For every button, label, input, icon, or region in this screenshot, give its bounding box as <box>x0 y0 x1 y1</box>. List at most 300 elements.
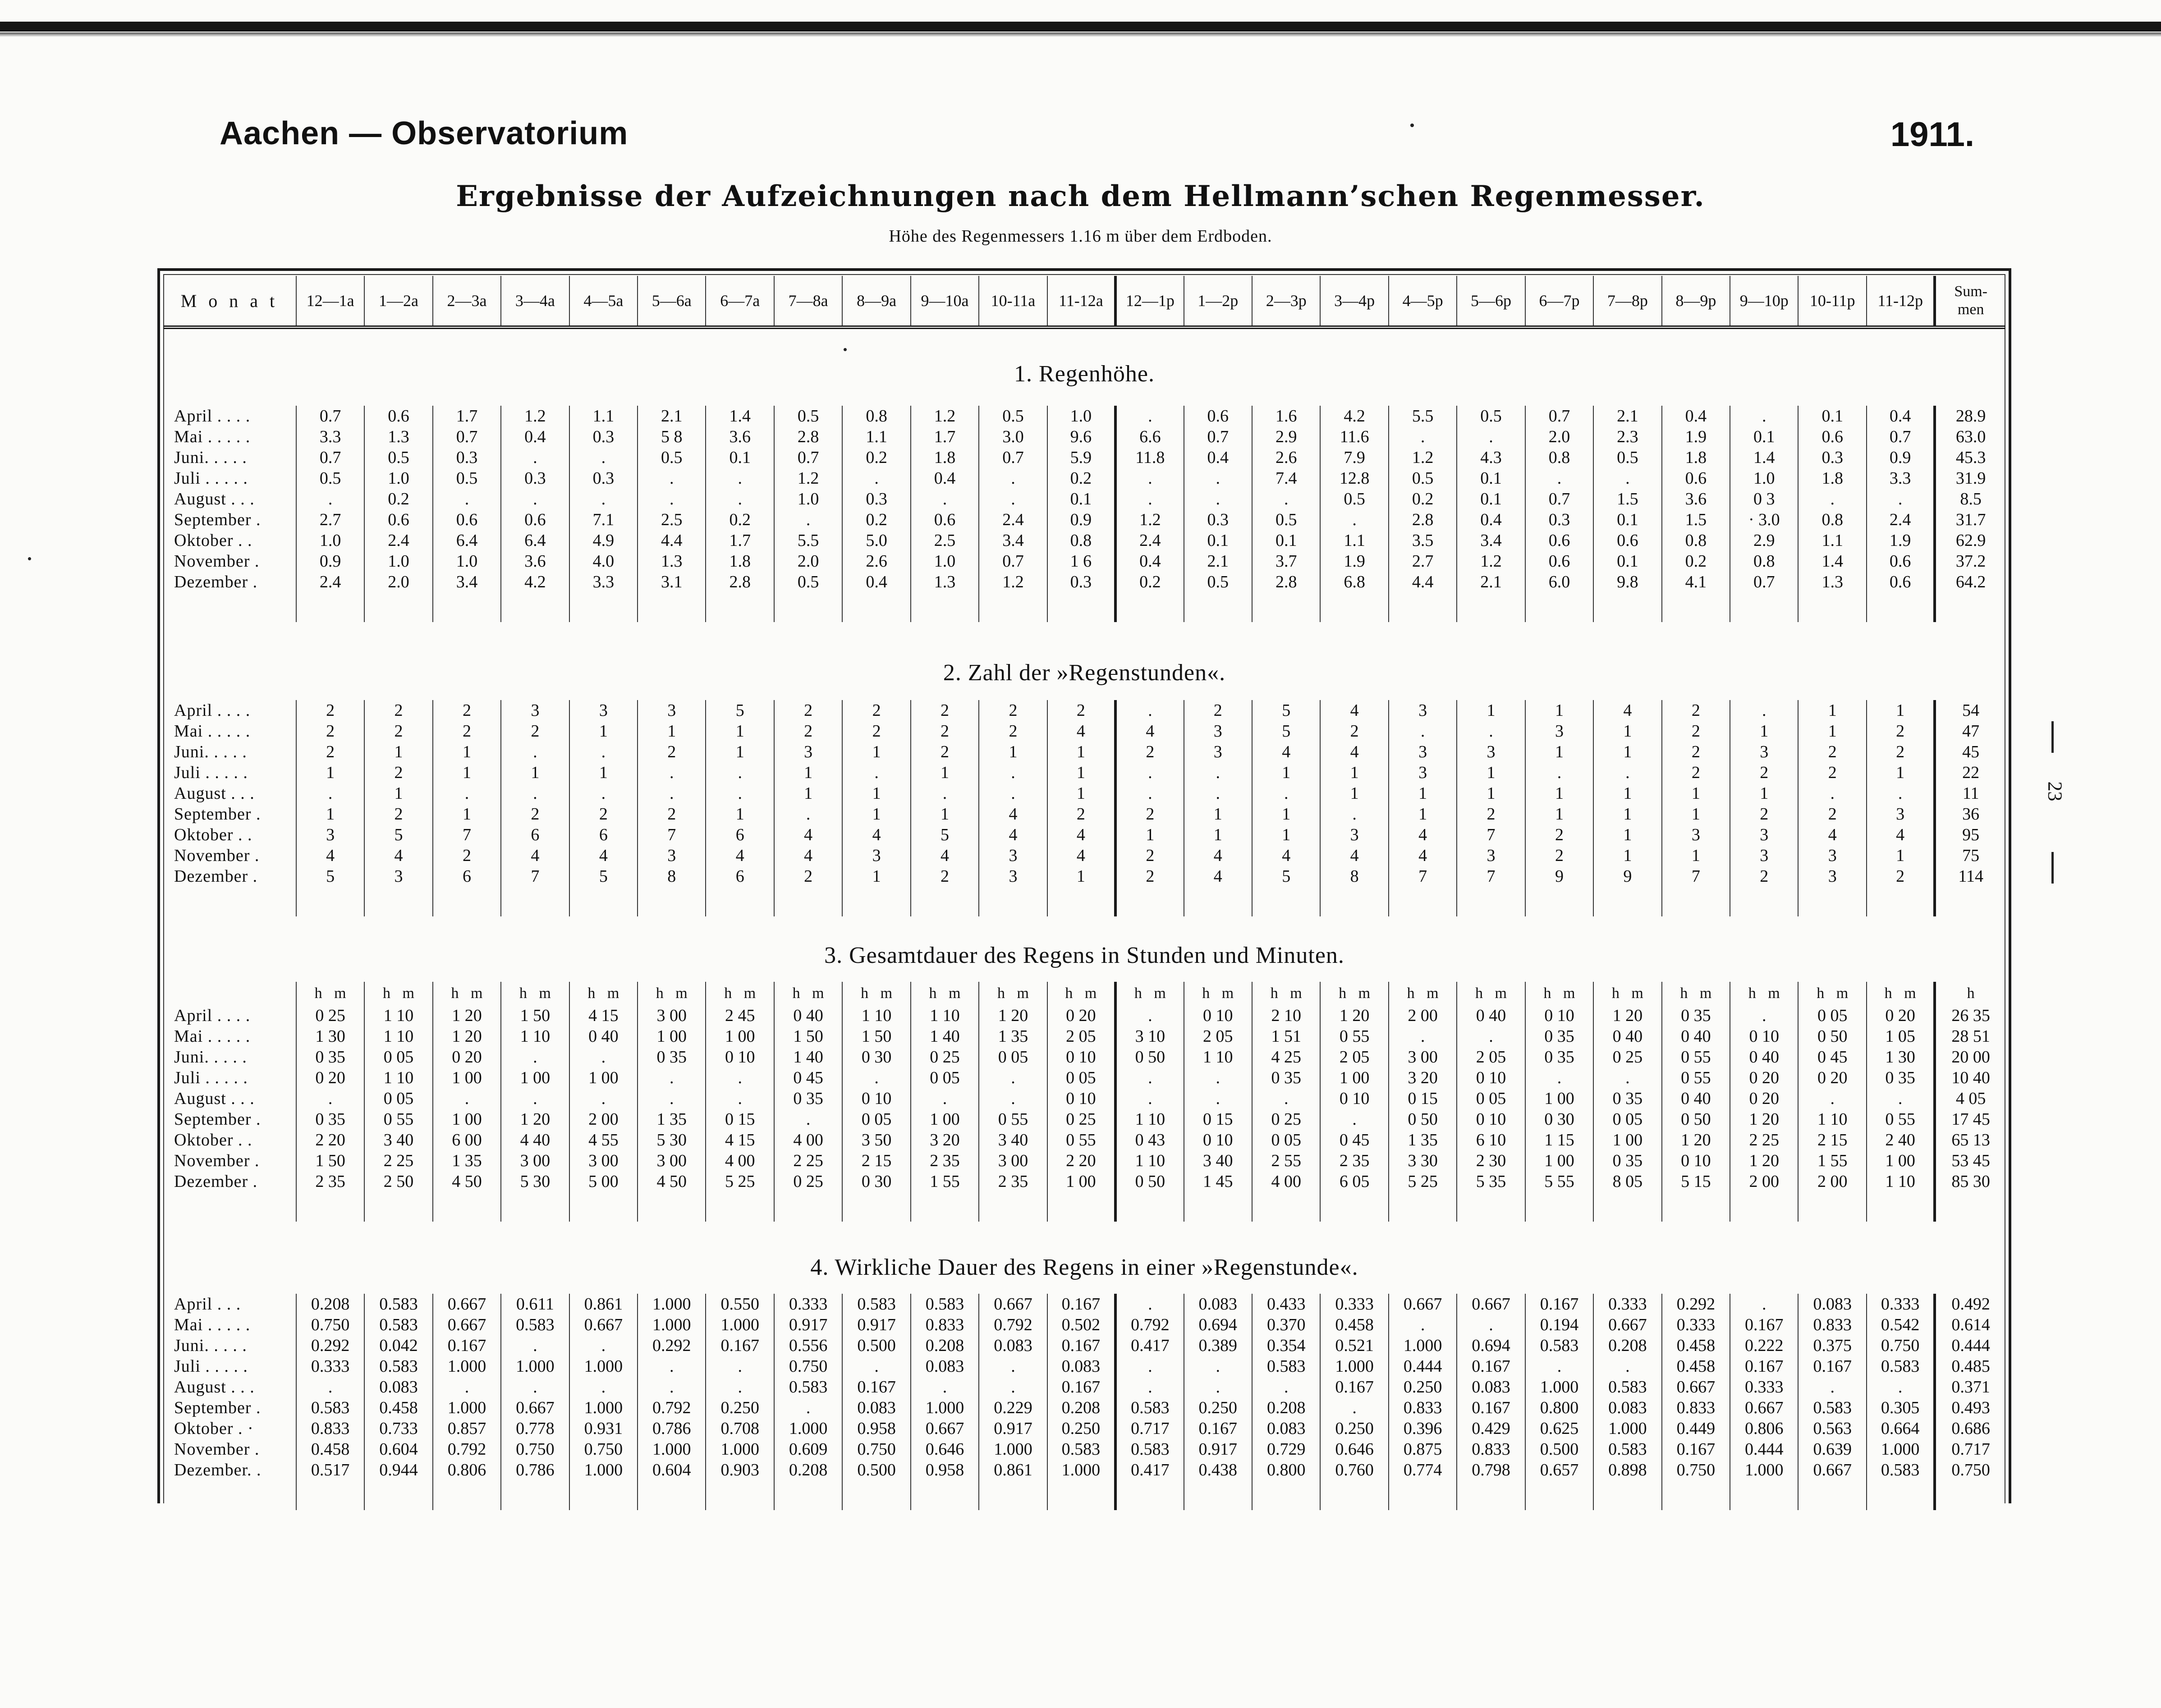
table-cell: 0 35 <box>1593 1150 1661 1171</box>
table-cell: 0.6 <box>364 509 432 530</box>
table-cell: 0.167 <box>1047 1335 1115 1356</box>
spacer-cell <box>1252 592 1320 622</box>
table-row <box>163 762 2005 783</box>
table-row <box>163 530 2005 551</box>
table-cell: 0 20 <box>433 1047 501 1067</box>
table-cell: 1 <box>1525 700 1593 721</box>
header-rule <box>163 325 2005 329</box>
table-cell: 6.8 <box>1320 572 1388 592</box>
month-label: Dezember. . <box>174 1461 262 1479</box>
table-cell: 6 00 <box>433 1130 501 1150</box>
table-cell: 0.4 <box>1867 406 1935 426</box>
table-cell: 3 <box>1662 824 1730 845</box>
table-cell: 0 40 <box>1730 1047 1798 1067</box>
table-cell: 3 <box>1457 742 1525 762</box>
spacer-cell <box>842 1480 910 1510</box>
table-cell: . <box>1252 1377 1320 1397</box>
table-cell: 0.167 <box>1730 1314 1798 1335</box>
table-cell: . <box>1593 468 1661 489</box>
table-cell: 0.2 <box>1047 468 1115 489</box>
table-cell: . <box>1389 1314 1457 1335</box>
table-cell: 11.8 <box>1115 447 1184 468</box>
table-cell: . <box>706 1377 774 1397</box>
table-cell: 0 05 <box>1252 1130 1320 1150</box>
unit-label: h m <box>1662 982 1730 1005</box>
table-cell: 0.1 <box>706 447 774 468</box>
table-cell: . <box>569 1335 638 1356</box>
table-cell: 0.760 <box>1320 1460 1388 1480</box>
table-cell: 0.208 <box>1593 1335 1661 1356</box>
table-cell: 5 <box>911 824 979 845</box>
table-cell: 1.8 <box>1662 447 1730 468</box>
spacer-cell <box>911 1480 979 1510</box>
table-cell: 1 <box>774 762 842 783</box>
spacer-cell <box>1867 1192 1935 1222</box>
sum-cell: 10 40 <box>1935 1067 2005 1088</box>
table-cell: 0.8 <box>1662 530 1730 551</box>
table-cell: 1 <box>1593 783 1661 804</box>
spacer-cell <box>1593 1192 1661 1222</box>
table-cell: 0.5 <box>638 447 706 468</box>
table-cell: 1 10 <box>1115 1109 1184 1130</box>
table-cell: 1 50 <box>501 1005 569 1026</box>
table-cell: 6 10 <box>1457 1130 1525 1150</box>
table-cell: 2.0 <box>774 551 842 572</box>
table-cell: 3 40 <box>979 1130 1047 1150</box>
sum-cell: 26 35 <box>1935 1005 2005 1026</box>
table-cell: . <box>296 489 364 509</box>
section-title-regenstunden: 2. Zahl der »Regenstunden«. <box>943 660 1226 686</box>
table-cell: 1 20 <box>1320 1005 1388 1026</box>
table-cell: 0 20 <box>1730 1088 1798 1109</box>
table-cell: 0.806 <box>1730 1418 1798 1439</box>
table-cell: 0.433 <box>1252 1294 1320 1314</box>
table-cell: 0.2 <box>1662 551 1730 572</box>
table-cell: . <box>774 804 842 824</box>
table-cell: 0.2 <box>1389 489 1457 509</box>
table-cell: 0.167 <box>1662 1439 1730 1460</box>
section-title-gesamtdauer: 3. Gesamtdauer des Regens in Stunden und Minuten. <box>824 943 1344 968</box>
table-cell: 1 00 <box>1320 1067 1388 1088</box>
table-cell: 2 <box>364 804 432 824</box>
sum-cell: 85 30 <box>1935 1171 2005 1192</box>
table-cell: 1 50 <box>842 1026 910 1047</box>
table-cell: 5 <box>706 700 774 721</box>
table-cell: 2 <box>979 700 1047 721</box>
table-cell: . <box>433 489 501 509</box>
spacer-cell <box>1730 1192 1798 1222</box>
table-cell: 1 <box>1662 845 1730 866</box>
table-cell: 1 10 <box>1798 1109 1866 1130</box>
table-cell: 0.583 <box>1867 1460 1935 1480</box>
table-cell: 0 05 <box>979 1047 1047 1067</box>
table-cell: 2 <box>1662 742 1730 762</box>
table-cell: . <box>569 1377 638 1397</box>
table-cell: 4 <box>1593 700 1661 721</box>
table-cell: 2 <box>1798 804 1866 824</box>
spacer-cell <box>163 1192 296 1222</box>
table-cell: 5 <box>1252 700 1320 721</box>
spacer-cell <box>1457 1480 1525 1510</box>
table-cell: 0.792 <box>1115 1314 1184 1335</box>
spacer-cell <box>163 592 296 622</box>
table-cell: 6 <box>706 866 774 887</box>
table-cell: 1 <box>1457 700 1525 721</box>
table-cell: . <box>569 742 638 762</box>
table-cell: 0.1 <box>1593 551 1661 572</box>
table-cell: 0.917 <box>1184 1439 1252 1460</box>
unit-label: h m <box>364 982 432 1005</box>
table-cell: . <box>706 489 774 509</box>
table-cell: . <box>842 1356 910 1377</box>
page-number-dash <box>2051 852 2054 884</box>
spacer-cell <box>706 1192 774 1222</box>
table-cell: 4.9 <box>569 530 638 551</box>
table-cell: 3 <box>1457 845 1525 866</box>
table-cell: 1 00 <box>501 1067 569 1088</box>
table-cell: 0 10 <box>706 1047 774 1067</box>
table-cell: 2 <box>638 804 706 824</box>
table-cell: 2 20 <box>1047 1150 1115 1171</box>
column-header-row <box>163 276 2005 325</box>
table-cell: 5 15 <box>1662 1171 1730 1192</box>
table-cell: 0.8 <box>1525 447 1593 468</box>
sum-cell: 64.2 <box>1935 572 2005 592</box>
table-cell: 0 25 <box>1047 1109 1115 1130</box>
table-cell: 1 <box>1593 824 1661 845</box>
table-cell: 2 15 <box>1798 1130 1866 1150</box>
table-cell: 0.2 <box>706 509 774 530</box>
spacer-cell <box>1798 1192 1866 1222</box>
document-subtitle: Höhe des Regenmessers 1.16 m über dem Erdboden. <box>889 227 1272 246</box>
spacer-cell <box>979 887 1047 916</box>
table-cell: 0.083 <box>1593 1397 1661 1418</box>
table-cell: 0.931 <box>569 1418 638 1439</box>
table-cell: . <box>569 447 638 468</box>
spacer-row <box>163 887 2005 916</box>
month-label: Mai . . . . . <box>174 722 251 741</box>
table-cell: 1.2 <box>979 572 1047 592</box>
table-cell: 3 <box>774 742 842 762</box>
month-label: Oktober . . <box>174 1131 252 1149</box>
table-cell: 0 43 <box>1115 1130 1184 1150</box>
table-cell: 5 <box>1252 866 1320 887</box>
table-cell: 4.4 <box>1389 572 1457 592</box>
spacer-row <box>163 1480 2005 1510</box>
table-cell: 3 20 <box>1389 1067 1457 1088</box>
table-cell: 2.7 <box>1389 551 1457 572</box>
table-cell: 0.208 <box>1047 1397 1115 1418</box>
table-cell: 4 <box>1047 824 1115 845</box>
table-cell: 1 <box>1320 783 1388 804</box>
table-cell: 4 <box>774 845 842 866</box>
table-cell: 0.583 <box>1593 1377 1661 1397</box>
unit-label: h m <box>569 982 638 1005</box>
sum-cell: 28.9 <box>1935 406 2005 426</box>
table-cell: 4 55 <box>569 1130 638 1150</box>
unit-label: h m <box>1115 982 1184 1005</box>
table-cell: . <box>1184 1088 1252 1109</box>
table-cell: 2 <box>296 721 364 742</box>
table-cell: 0 35 <box>1593 1088 1661 1109</box>
table-row <box>163 551 2005 572</box>
table-cell: 3 <box>1798 845 1866 866</box>
month-label: Juni. . . . . <box>174 742 247 761</box>
table-cell: 1 <box>1525 804 1593 824</box>
table-cell: . <box>1798 1088 1866 1109</box>
spacer-cell <box>979 592 1047 622</box>
table-cell: 2 35 <box>979 1171 1047 1192</box>
column-header-hour: 1—2p <box>1184 276 1252 325</box>
table-cell: 1.0 <box>364 468 432 489</box>
table-cell: 3 <box>1730 824 1798 845</box>
month-label: Juli . . . . . <box>174 763 248 782</box>
table-cell: 1 <box>774 783 842 804</box>
table-cell: 3.4 <box>433 572 501 592</box>
table-cell: 0.449 <box>1662 1418 1730 1439</box>
table-cell: 0 35 <box>1525 1026 1593 1047</box>
table-cell: 0.5 <box>364 447 432 468</box>
table-cell: 2 <box>296 742 364 762</box>
table-cell: 0.583 <box>1115 1439 1184 1460</box>
table-cell: . <box>842 1067 910 1088</box>
table-cell: 1.000 <box>433 1397 501 1418</box>
column-header-hour: 11-12p <box>1867 276 1935 325</box>
table-cell: . <box>1798 783 1866 804</box>
table-cell: . <box>706 1067 774 1088</box>
table-cell: 0.583 <box>296 1397 364 1418</box>
sum-cell: 95 <box>1935 824 2005 845</box>
table-cell: 0.7 <box>1525 489 1593 509</box>
table-cell: 0.917 <box>774 1314 842 1335</box>
spacer-cell <box>1320 592 1388 622</box>
table-cell: 0 35 <box>1867 1067 1935 1088</box>
table-cell: 0 05 <box>911 1067 979 1088</box>
table-cell: 1 00 <box>433 1067 501 1088</box>
table-cell: . <box>638 1356 706 1377</box>
table-cell: . <box>569 1088 638 1109</box>
scan-speck <box>1410 124 1414 127</box>
table-cell: 0 10 <box>1525 1005 1593 1026</box>
table-cell: 1.2 <box>911 406 979 426</box>
table-cell: . <box>842 468 910 489</box>
table-cell: 2 <box>1867 742 1935 762</box>
table-cell: 1.3 <box>911 572 979 592</box>
spacer-cell <box>1115 1480 1184 1510</box>
table-cell: 0.229 <box>979 1397 1047 1418</box>
table-cell: 1 <box>1457 762 1525 783</box>
table-cell: 0.750 <box>1867 1335 1935 1356</box>
spacer-cell <box>1115 1192 1184 1222</box>
column-header-hour: 9—10p <box>1730 276 1798 325</box>
table-row <box>163 742 2005 762</box>
table-cell: 1 <box>296 762 364 783</box>
table-cell: . <box>1115 406 1184 426</box>
table-cell: . <box>1252 1088 1320 1109</box>
table-row <box>163 426 2005 447</box>
table-cell: 0.667 <box>1457 1294 1525 1314</box>
table-cell: 4 <box>1047 721 1115 742</box>
table-cell: 1 05 <box>1867 1026 1935 1047</box>
table-cell: 1 <box>842 742 910 762</box>
column-header-month: M o n a t <box>180 290 279 311</box>
table-cell: 4 <box>1252 742 1320 762</box>
table-cell: 1.0 <box>774 489 842 509</box>
table-cell: 0.5 <box>1320 489 1388 509</box>
table-cell: 1.000 <box>774 1418 842 1439</box>
table-cell: 1.2 <box>774 468 842 489</box>
table-cell: 5.9 <box>1047 447 1115 468</box>
table-cell: 0.7 <box>1867 426 1935 447</box>
column-header-hour: 2—3p <box>1252 276 1320 325</box>
column-header-hour: 6—7a <box>706 276 774 325</box>
table-cell: . <box>1525 468 1593 489</box>
table-cell: 0.167 <box>433 1335 501 1356</box>
table-cell: 2 00 <box>1798 1171 1866 1192</box>
table-cell: 0.167 <box>1798 1356 1866 1377</box>
table-cell: 0.083 <box>1798 1294 1866 1314</box>
table-cell: 0.083 <box>911 1356 979 1377</box>
table-cell: 2 <box>569 804 638 824</box>
table-cell: 2 <box>911 742 979 762</box>
table-cell: 0.5 <box>774 406 842 426</box>
unit-label: h m <box>296 982 364 1005</box>
table-cell: 0.898 <box>1593 1460 1661 1480</box>
unit-label: h m <box>1047 982 1115 1005</box>
table-cell: 0.639 <box>1798 1439 1866 1460</box>
table-cell: 2 <box>1662 721 1730 742</box>
table-cell: 0 45 <box>1798 1047 1866 1067</box>
table-cell: 3 <box>638 845 706 866</box>
table-cell: 2 <box>1730 866 1798 887</box>
table-cell: 1 <box>1252 762 1320 783</box>
table-cell: 1.000 <box>706 1439 774 1460</box>
table-cell: 3 40 <box>364 1130 432 1150</box>
column-header-hour: 11-12a <box>1047 276 1115 325</box>
table-cell: . <box>979 1088 1047 1109</box>
spacer-cell <box>1593 1480 1661 1510</box>
document-title: Ergebnisse der Aufzeichnungen nach dem Hellmann’schen Regenmesser. <box>456 179 1705 213</box>
table-cell: 1.1 <box>1798 530 1866 551</box>
table-cell: 0.750 <box>296 1314 364 1335</box>
table-cell: . <box>1593 762 1661 783</box>
table-cell: . <box>1115 1005 1184 1026</box>
table-cell: 1 <box>1593 721 1661 742</box>
table-cell: . <box>1730 406 1798 426</box>
table-cell: . <box>1115 468 1184 489</box>
table-cell: 3.3 <box>1867 468 1935 489</box>
table-cell: 2 <box>911 700 979 721</box>
table-cell: 0 10 <box>1184 1130 1252 1150</box>
month-label: September . <box>174 805 261 824</box>
table-cell: 5 00 <box>569 1171 638 1192</box>
table-cell: 0.604 <box>364 1439 432 1460</box>
table-cell: 3 <box>1798 866 1866 887</box>
table-cell: 0.833 <box>1389 1397 1457 1418</box>
table-cell: 0.5 <box>774 572 842 592</box>
spacer-cell <box>569 887 638 916</box>
table-cell: 3 <box>1389 700 1457 721</box>
table-cell: 0.3 <box>1184 509 1252 530</box>
table-cell: . <box>1115 762 1184 783</box>
table-cell: 6.4 <box>433 530 501 551</box>
table-cell: 3 <box>1184 721 1252 742</box>
spacer-cell <box>1115 592 1184 622</box>
table-cell: 1 <box>1047 742 1115 762</box>
table-cell: . <box>979 762 1047 783</box>
table-cell: 0.778 <box>501 1418 569 1439</box>
table-cell: 2 <box>1867 866 1935 887</box>
table-cell: 1 <box>842 783 910 804</box>
table-cell: 0.3 <box>1047 572 1115 592</box>
table-cell: 0.667 <box>433 1294 501 1314</box>
sum-cell: 45.3 <box>1935 447 2005 468</box>
table-cell: . <box>911 783 979 804</box>
table-cell: 4 50 <box>433 1171 501 1192</box>
table-cell: 7.9 <box>1320 447 1388 468</box>
table-cell: 6 <box>569 824 638 845</box>
table-cell: 0.5 <box>296 468 364 489</box>
table-cell: 1 <box>1867 845 1935 866</box>
table-cell: 4 <box>1115 721 1184 742</box>
table-cell: 0.4 <box>1457 509 1525 530</box>
table-cell: 0.250 <box>1320 1418 1388 1439</box>
table-cell: 2 <box>1525 824 1593 845</box>
spacer-cell <box>774 1192 842 1222</box>
table-row <box>163 1067 2005 1088</box>
table-row <box>163 804 2005 824</box>
column-header-hour: 7—8p <box>1593 276 1661 325</box>
table-cell: 0 05 <box>364 1088 432 1109</box>
table-cell: 4 15 <box>706 1130 774 1150</box>
table-cell: 2.6 <box>1252 447 1320 468</box>
table-cell: 0.167 <box>1047 1377 1115 1397</box>
table-cell: 2.9 <box>1252 426 1320 447</box>
table-cell: 0.944 <box>364 1460 432 1480</box>
table-cell: 0.250 <box>1389 1377 1457 1397</box>
table-cell: 0.1 <box>1184 530 1252 551</box>
table-cell: 0.7 <box>433 426 501 447</box>
sum-cell: 114 <box>1935 866 2005 887</box>
table-cell: 0 55 <box>1047 1130 1115 1150</box>
column-header-hour: 6—7p <box>1525 276 1593 325</box>
unit-label: h m <box>1730 982 1798 1005</box>
table-cell: . <box>1115 1294 1184 1314</box>
table-cell: 1.000 <box>1389 1335 1457 1356</box>
table-cell: 0.857 <box>433 1418 501 1439</box>
table-row <box>163 1171 2005 1192</box>
sum-cell: 65 13 <box>1935 1130 2005 1150</box>
table-cell: 0 40 <box>1457 1005 1525 1026</box>
month-label: September . <box>174 510 261 529</box>
month-label: Juli . . . . . <box>174 1357 248 1376</box>
table-cell: . <box>774 1109 842 1130</box>
table-cell: 0.7 <box>296 447 364 468</box>
month-label: April . . . . <box>174 407 251 426</box>
table-cell: 8 <box>1320 866 1388 887</box>
month-label: Dezember . <box>174 1172 258 1191</box>
table-cell: 0.292 <box>638 1335 706 1356</box>
table-cell: 0.333 <box>1320 1294 1388 1314</box>
table-cell: 0 15 <box>1184 1109 1252 1130</box>
table-cell: 1.8 <box>706 551 774 572</box>
month-label: November . <box>174 1151 260 1170</box>
table-row <box>163 783 2005 804</box>
table-cell: 1.0 <box>364 551 432 572</box>
table-cell: 2 <box>1662 762 1730 783</box>
table-cell: 3.4 <box>1457 530 1525 551</box>
scan-speck <box>28 557 31 560</box>
